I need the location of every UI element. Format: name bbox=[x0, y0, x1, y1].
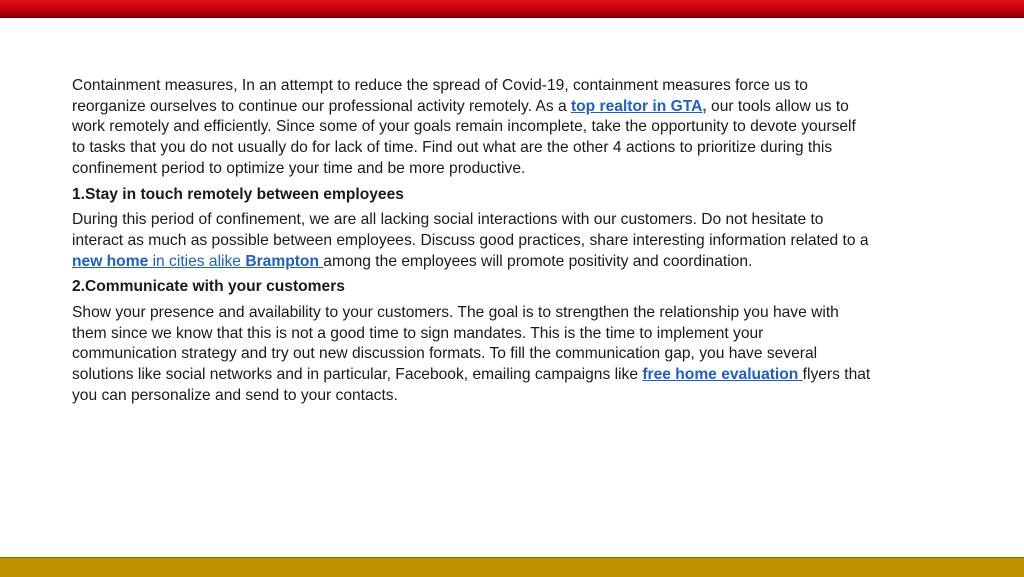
paragraph-customers bbox=[72, 303, 872, 407]
paragraph-employees bbox=[72, 210, 872, 272]
bottom-decorative-bar bbox=[0, 557, 1024, 577]
heading-communicate: 2.Communicate with your customers bbox=[72, 278, 345, 296]
new-home-link[interactable]: new home bbox=[72, 252, 149, 270]
paragraph-customers-text-before: Show your presence and availability to your customers. The goal is to strengthen the relationship you have with them since we know that this is not a good time to sign mandates. This is the time to implement your communication strategy and try out new discussion formats. To fill the communication gap, you have several solutions like social networks and in particular, Facebook, emailing campaigns like bbox=[72, 304, 839, 384]
paragraph-intro bbox=[72, 76, 872, 180]
paragraph-intro-text-before: Containment measures, In an attempt to reduce the spread of Covid-19, containment measures force us to reorganize ourselves to continue our professional activity remotely. As a bbox=[72, 77, 808, 115]
heading-stay-in-touch: 1.Stay in touch remotely between employees bbox=[72, 185, 404, 203]
brampton-link[interactable]: Brampton bbox=[245, 252, 324, 270]
free-home-evaluation-link[interactable]: free home evaluation bbox=[642, 366, 803, 384]
top-realtor-link[interactable]: top realtor in GTA, bbox=[570, 97, 707, 115]
paragraph-customers-text-after: flyers that you can personalize and send to your contacts. bbox=[72, 366, 871, 404]
paragraph-employees-text-after: among the employees will promote positivity and coordination. bbox=[323, 252, 753, 270]
paragraph-employees-text-before: During this period of confinement, we are all lacking social interactions with our customers. Do not hesitate to interact as much as possible between employees. Discuss good practices, share interesting information related to a bbox=[72, 211, 869, 249]
cities-link[interactable]: in cities alike bbox=[148, 252, 246, 270]
top-decorative-bar bbox=[0, 0, 1024, 18]
article-body bbox=[72, 76, 872, 412]
paragraph-intro-text-after: our tools allow us to work remotely and efficiently. Since some of your goals remain incomplete, take the opportunity to devote yourself to tasks that you do not usually do for lack of time. Find out what are the other 4 actions to prioritize during this confinement period to optimize your time and be more productive. bbox=[72, 97, 856, 177]
